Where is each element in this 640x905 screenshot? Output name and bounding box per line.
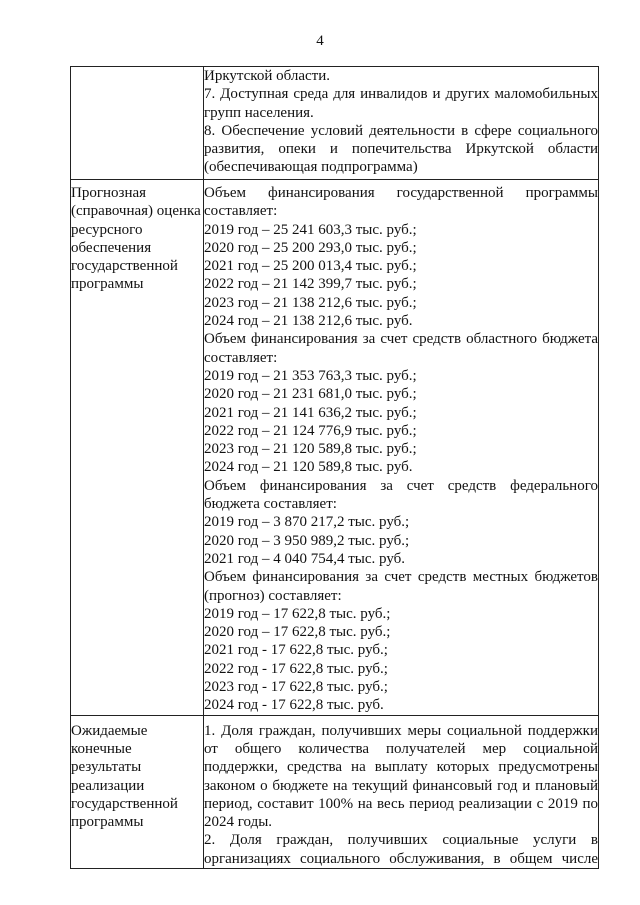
paragraph: 2023 год - 17 622,8 тыс. руб.; — [204, 679, 388, 696]
paragraph: 2020 год – 17 622,8 тыс. руб.; — [204, 624, 391, 641]
paragraph: 2022 год – 21 124 776,9 тыс. руб.; — [204, 422, 417, 439]
table-row — [71, 715, 599, 868]
paragraph: 2019 год – 3 870 217,2 тыс. руб.; — [204, 514, 410, 531]
paragraph: 2021 год – 25 200 013,4 тыс. руб.; — [204, 258, 417, 275]
page-number: 4 — [316, 33, 324, 49]
paragraph: 2024 год - 17 622,8 тыс. руб. — [204, 697, 384, 714]
paragraph: 8. Обеспечение условий деятельности в сфере социального развития, опеки и попечительства Иркутской области (обеспечивающая подпрограмма) — [204, 122, 598, 176]
paragraph: 2020 год – 21 231 681,0 тыс. руб.; — [204, 386, 417, 403]
paragraph: Иркутской области. — [204, 68, 330, 84]
paragraph: Объем финансирования за счет средств местных бюджетов (прогноз) составляет: — [204, 569, 598, 604]
paragraph: 2. Доля граждан, получивших социальные услуги в организациях социального обслуживания, в общем числе — [204, 832, 598, 867]
table-row — [71, 180, 599, 716]
paragraph: 2019 год – 21 353 763,3 тыс. руб.; — [204, 367, 417, 384]
paragraph: 2020 год – 25 200 293,0 тыс. руб.; — [204, 239, 417, 256]
paragraph: 2022 год – 21 142 399,7 тыс. руб.; — [204, 276, 417, 293]
paragraph: 7. Доступная среда для инвалидов и других маломобильных групп населения. — [204, 86, 598, 121]
row-content — [204, 67, 599, 180]
paragraph: 2023 год – 21 120 589,8 тыс. руб.; — [204, 441, 417, 458]
paragraph: Объем финансирования государственной программы составляет: — [204, 185, 598, 220]
paragraph: 2024 год – 21 138 212,6 тыс. руб. — [204, 313, 413, 330]
paragraph: 2020 год – 3 950 989,2 тыс. руб.; — [204, 532, 410, 549]
row-content — [204, 715, 599, 868]
paragraph: 2019 год – 25 241 603,3 тыс. руб.; — [204, 221, 417, 238]
paragraph: 2021 год - 17 622,8 тыс. руб.; — [204, 642, 388, 659]
paragraph: 1. Доля граждан, получивших меры социальной поддержки от общего количества получателей мер социальной поддержки, средства на выплату которых предусмотрены законом о бюджете на текущий финансовый год и плановый период, составит 100% на весь период реализации с 2019 по 2024 годы. — [204, 722, 598, 831]
paragraph: 2021 год – 4 040 754,4 тыс. руб. — [204, 550, 406, 567]
paragraph: Объем финансирования за счет средств федерального бюджета составляет: — [204, 477, 598, 513]
row-label — [71, 67, 204, 180]
paragraph: 2024 год – 21 120 589,8 тыс. руб. — [204, 459, 413, 476]
paragraph: 2019 год – 17 622,8 тыс. руб.; — [204, 605, 391, 622]
program-passport-table — [70, 66, 599, 869]
row-label: Ожидаемые конечные результаты реализации государственной программы — [71, 715, 204, 868]
paragraph: 2021 год – 21 141 636,2 тыс. руб.; — [204, 404, 417, 421]
paragraph: 2022 год - 17 622,8 тыс. руб.; — [204, 660, 388, 677]
table-row — [71, 67, 599, 180]
paragraph: Объем финансирования за счет средств областного бюджета составляет: — [204, 331, 598, 366]
paragraph: 2023 год – 21 138 212,6 тыс. руб.; — [204, 294, 417, 311]
row-content — [204, 180, 599, 716]
row-label: Прогнозная (справочная) оценка ресурсного обеспечения государственной программы — [71, 180, 204, 716]
